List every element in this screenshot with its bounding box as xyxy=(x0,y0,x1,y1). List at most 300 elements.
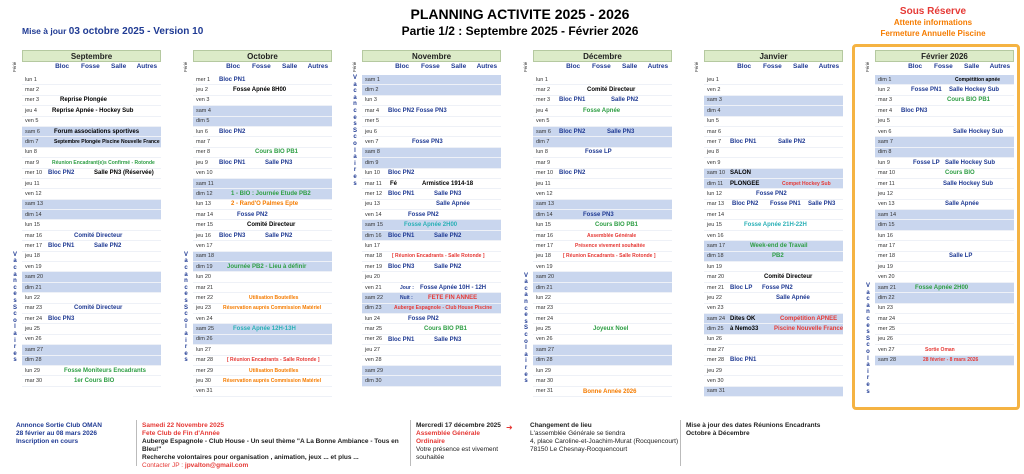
day-label: lun 29 xyxy=(25,367,40,374)
day-row[interactable] xyxy=(704,231,843,241)
column-header: Salle xyxy=(451,63,467,70)
event-label: Jour : xyxy=(400,284,414,291)
event-label: Bloc PN2 xyxy=(732,201,759,208)
day-label: jeu 30 xyxy=(196,378,211,385)
day-label: mer 15 xyxy=(196,222,214,229)
day-row[interactable] xyxy=(193,117,332,127)
day-row[interactable] xyxy=(533,283,672,293)
day-row[interactable] xyxy=(704,96,843,106)
day-label: sam 4 xyxy=(196,107,211,114)
day-row[interactable] xyxy=(533,335,672,345)
event-label: Journée PB2 - Lieu à définir xyxy=(227,263,307,270)
day-row[interactable] xyxy=(193,106,332,116)
day-row[interactable] xyxy=(704,75,843,85)
day-row[interactable] xyxy=(533,127,672,137)
event-label: Bloc PN2 xyxy=(559,170,586,177)
day-label: jeu 26 xyxy=(878,336,893,343)
day-row[interactable] xyxy=(533,75,672,85)
day-label: lun 8 xyxy=(25,149,37,156)
day-row[interactable] xyxy=(193,241,332,251)
event-label: Fosse Apnée 2H00 xyxy=(915,284,969,291)
ferie-label: Férié xyxy=(523,61,528,72)
event-label: Comité Directeur xyxy=(74,305,123,312)
day-label: mar 27 xyxy=(707,346,725,353)
day-label: lun 27 xyxy=(196,346,211,353)
day-row[interactable] xyxy=(704,210,843,220)
day-label: jeu 11 xyxy=(536,180,551,187)
day-row[interactable] xyxy=(22,262,161,272)
day-row[interactable] xyxy=(362,189,501,199)
month-title: Novembre xyxy=(362,50,501,62)
column-header: Autres xyxy=(818,63,840,70)
day-row[interactable] xyxy=(362,262,501,272)
day-row[interactable] xyxy=(704,106,843,116)
day-row[interactable] xyxy=(193,283,332,293)
event-label: Fosse PN2 xyxy=(408,315,439,322)
day-label: ven 26 xyxy=(536,336,553,343)
day-label: dim 21 xyxy=(25,284,42,291)
day-label: mar 25 xyxy=(365,326,383,333)
day-label: dim 4 xyxy=(707,107,721,114)
day-row[interactable] xyxy=(193,158,332,168)
column-spacer xyxy=(704,63,730,73)
day-row[interactable] xyxy=(533,169,672,179)
day-label: ven 12 xyxy=(25,190,42,197)
day-label: sam 7 xyxy=(878,139,893,146)
day-label: sam 20 xyxy=(536,274,555,281)
day-label: ven 24 xyxy=(196,315,213,322)
day-label: jeu 25 xyxy=(25,326,40,333)
day-label: mar 6 xyxy=(707,128,722,135)
event-label: SALON xyxy=(730,170,751,177)
event-label: Réservation auprès Commission Matériel xyxy=(223,378,322,385)
day-row[interactable] xyxy=(875,241,1014,251)
day-row[interactable] xyxy=(533,96,672,106)
day-row[interactable] xyxy=(875,272,1014,282)
day-label: mer 8 xyxy=(196,149,211,156)
day-row[interactable] xyxy=(533,345,672,355)
day-label: mer 24 xyxy=(25,315,43,322)
day-label: mar 20 xyxy=(707,274,725,281)
day-row[interactable] xyxy=(193,127,332,137)
month-2 xyxy=(362,50,501,387)
column-headers xyxy=(704,63,843,73)
day-row[interactable] xyxy=(193,387,332,397)
day-label: dim 28 xyxy=(536,357,553,364)
column-header: Salle xyxy=(793,63,809,70)
day-row[interactable] xyxy=(875,304,1014,314)
event-label: Sortie Oman xyxy=(925,346,955,353)
reserve-notice: Sous Réserve Attente informations Fermeture Annuelle Piscine xyxy=(880,6,986,38)
day-row[interactable] xyxy=(362,272,501,282)
day-row[interactable] xyxy=(533,179,672,189)
day-row[interactable] xyxy=(533,293,672,303)
day-row[interactable] xyxy=(875,314,1014,324)
event-label: Fosse PN2 xyxy=(237,211,268,218)
day-row[interactable] xyxy=(704,158,843,168)
day-label: mer 28 xyxy=(707,357,725,364)
day-row[interactable] xyxy=(875,324,1014,334)
day-label: dim 15 xyxy=(878,222,895,229)
event-label: Bloc PN1 xyxy=(48,242,75,249)
day-label: mar 30 xyxy=(25,378,43,385)
arrow-right-icon: ➜ xyxy=(506,423,513,432)
day-row[interactable] xyxy=(533,262,672,272)
day-row[interactable] xyxy=(22,148,161,158)
event-label: 1 - BIO : Journée Etude PB2 xyxy=(231,190,311,197)
day-row[interactable] xyxy=(193,137,332,147)
day-label: dim 5 xyxy=(196,118,210,125)
event-label: PB2 xyxy=(772,253,784,260)
divider xyxy=(410,420,411,466)
day-label: dim 8 xyxy=(878,149,892,156)
day-label: sam 8 xyxy=(365,149,380,156)
day-label: sam 1 xyxy=(365,76,380,83)
column-header: Salle xyxy=(622,63,638,70)
day-row[interactable] xyxy=(362,356,501,366)
event-label: Fosse PN3 xyxy=(416,107,447,114)
day-label: mer 10 xyxy=(25,170,43,177)
vacances-scolaires-label: V a c a n c e s S c o l a i r e s xyxy=(181,252,191,387)
day-label: mar 13 xyxy=(707,201,725,208)
day-row[interactable] xyxy=(193,272,332,282)
event-label: Forum associations sportives xyxy=(54,128,140,135)
day-row[interactable] xyxy=(875,262,1014,272)
day-row[interactable] xyxy=(362,231,501,241)
day-row[interactable] xyxy=(875,293,1014,303)
day-row[interactable] xyxy=(704,387,843,397)
column-spacer xyxy=(193,63,219,73)
column-headers xyxy=(193,63,332,73)
event-label: Salle Hockey Sub xyxy=(953,128,1004,135)
day-label: ven 13 xyxy=(878,201,895,208)
day-label: ven 3 xyxy=(196,97,210,104)
day-row[interactable] xyxy=(193,335,332,345)
contact-email-link[interactable]: jpvalton@gmail.com xyxy=(184,462,249,469)
event-label: Salle LP xyxy=(949,253,973,260)
day-label: jeu 29 xyxy=(707,367,722,374)
day-label: ven 5 xyxy=(25,118,39,125)
day-label: mer 24 xyxy=(536,315,554,322)
day-row[interactable] xyxy=(875,210,1014,220)
month-5 xyxy=(875,50,1014,366)
event-label: 28 février - 8 mars 2026 xyxy=(923,357,979,364)
day-label: mar 2 xyxy=(536,87,551,94)
event-label: 2 - Rand'O Palmes Epte xyxy=(231,201,299,208)
day-row[interactable] xyxy=(362,241,501,251)
day-row[interactable] xyxy=(875,231,1014,241)
day-row[interactable] xyxy=(22,241,161,251)
day-row[interactable] xyxy=(362,169,501,179)
column-spacer xyxy=(875,63,901,73)
column-header: Salle xyxy=(282,63,298,70)
event-label: Armistice 1914-18 xyxy=(422,180,474,187)
day-row[interactable] xyxy=(875,117,1014,127)
day-row[interactable] xyxy=(533,376,672,386)
day-label: ven 27 xyxy=(878,346,895,353)
day-row[interactable] xyxy=(875,335,1014,345)
event-label: Salle PN3 xyxy=(434,190,462,197)
event-label: Reprise Apnée - Hockey Sub xyxy=(52,107,134,114)
day-row[interactable] xyxy=(704,127,843,137)
footer-maj: Mise à jour des dates Réunions Encadrants Octobre à Décembre xyxy=(686,422,821,437)
day-label: dim 1 xyxy=(878,76,892,83)
day-row[interactable] xyxy=(362,127,501,137)
day-label: mar 16 xyxy=(536,232,554,239)
day-label: sam 21 xyxy=(878,284,897,291)
day-label: jeu 27 xyxy=(365,346,380,353)
event-label: Assemblée Générale xyxy=(587,232,637,239)
day-label: mar 18 xyxy=(365,253,383,260)
day-row[interactable] xyxy=(704,293,843,303)
day-label: ven 14 xyxy=(365,211,382,218)
event-label: Salle PN3 xyxy=(808,201,836,208)
day-label: ven 19 xyxy=(25,263,42,270)
day-label: dim 7 xyxy=(536,139,550,146)
month-title: Octobre xyxy=(193,50,332,62)
day-row[interactable] xyxy=(704,137,843,147)
day-row[interactable] xyxy=(22,75,161,85)
event-label: Bloc PN1 xyxy=(559,97,586,104)
event-label: [ Réunion Encadrants - Salle Rotonde ] xyxy=(227,357,320,364)
day-label: sam 29 xyxy=(365,367,384,374)
day-row[interactable] xyxy=(22,85,161,95)
event-label: Reprise Plongée xyxy=(60,97,108,104)
day-row[interactable] xyxy=(193,179,332,189)
day-label: mer 29 xyxy=(196,367,214,374)
day-row[interactable] xyxy=(193,231,332,241)
event-label: Bloc PN2 xyxy=(388,107,415,114)
day-label: jeu 9 xyxy=(196,159,208,166)
day-row[interactable] xyxy=(362,376,501,386)
day-label: mer 18 xyxy=(878,253,896,260)
day-label: jeu 6 xyxy=(365,128,377,135)
day-row[interactable] xyxy=(193,252,332,262)
day-label: ven 5 xyxy=(536,118,550,125)
day-row[interactable] xyxy=(362,158,501,168)
day-label: mer 19 xyxy=(365,263,383,270)
day-label: jeu 16 xyxy=(196,232,211,239)
footer-fete: Samedi 22 Novembre 2025 Fete Club de Fin d'Année Auberge Espagnole - Club House - Un seul thème "A La Bonne Ambiance - Tous en Bleu!" Recherche volontaires pour organisation , animation, jeux ... et plus ... Contacter JP : jpvalton@gmail.com xyxy=(142,422,399,469)
day-row[interactable] xyxy=(875,96,1014,106)
day-label: dim 2 xyxy=(365,87,379,94)
event-label: Salle PN3 xyxy=(607,128,635,135)
day-label: dim 11 xyxy=(707,180,724,187)
day-label: ven 17 xyxy=(196,242,213,249)
day-label: sam 14 xyxy=(878,211,897,218)
day-label: dim 26 xyxy=(196,336,213,343)
event-label: Fosse Apnée 21H-22H xyxy=(744,222,807,229)
day-row[interactable] xyxy=(533,272,672,282)
day-row[interactable] xyxy=(22,272,161,282)
column-header: Fosse xyxy=(251,63,271,70)
day-label: mer 11 xyxy=(878,180,895,187)
day-label: mar 4 xyxy=(365,107,380,114)
day-label: mer 22 xyxy=(196,294,214,301)
event-label: Cours BIO PB1 xyxy=(947,97,991,104)
ferie-label: Férié xyxy=(694,61,699,72)
day-row[interactable] xyxy=(362,366,501,376)
day-label: mar 21 xyxy=(196,284,214,291)
day-row[interactable] xyxy=(704,262,843,272)
event-label: Bloc PN3 xyxy=(48,315,75,322)
day-row[interactable] xyxy=(22,345,161,355)
day-row[interactable] xyxy=(704,366,843,376)
day-row[interactable] xyxy=(362,96,501,106)
day-label: mer 3 xyxy=(25,97,40,104)
day-label: jeu 2 xyxy=(196,87,208,94)
day-row[interactable] xyxy=(704,356,843,366)
day-row[interactable] xyxy=(533,356,672,366)
day-row[interactable] xyxy=(533,117,672,127)
day-row[interactable] xyxy=(22,283,161,293)
day-label: dim 23 xyxy=(365,305,382,312)
day-row[interactable] xyxy=(362,200,501,210)
day-label: jeu 11 xyxy=(25,180,40,187)
event-label: FETE FIN ANNEE xyxy=(428,294,478,301)
day-label: jeu 5 xyxy=(878,118,890,125)
day-label: jeu 1 xyxy=(707,76,719,83)
day-label: ven 9 xyxy=(707,159,721,166)
day-label: mar 17 xyxy=(878,242,896,249)
day-label: jeu 18 xyxy=(536,253,551,260)
day-label: dim 22 xyxy=(878,294,895,301)
event-label: Salle PN2 xyxy=(778,138,806,145)
day-row[interactable] xyxy=(193,96,332,106)
event-label: Bloc PN1 xyxy=(730,357,757,364)
day-row[interactable] xyxy=(533,189,672,199)
day-label: sam 17 xyxy=(707,242,726,249)
day-row[interactable] xyxy=(875,252,1014,262)
event-label: Cours BIO PB1 xyxy=(424,326,468,333)
event-label: Fosse LP xyxy=(913,159,940,166)
day-row[interactable] xyxy=(193,314,332,324)
day-row[interactable] xyxy=(704,148,843,158)
event-label: Septembre Plongée Piscine Nouvelle France xyxy=(54,138,160,145)
event-label: Auberge Espagnole - Club House Piscine xyxy=(394,305,493,312)
day-row[interactable] xyxy=(22,252,161,262)
page-subtitle: Partie 1/2 : Septembre 2025 - Février 2026 xyxy=(401,24,639,38)
day-row[interactable] xyxy=(362,85,501,95)
day-row[interactable] xyxy=(533,304,672,314)
day-row[interactable] xyxy=(704,117,843,127)
day-row[interactable] xyxy=(533,137,672,147)
day-row[interactable] xyxy=(704,169,843,179)
day-label: mer 21 xyxy=(707,284,725,291)
day-row[interactable] xyxy=(22,293,161,303)
day-label: lun 12 xyxy=(707,190,722,197)
day-label: mer 25 xyxy=(878,326,896,333)
event-label: Fosse Apnée 10H - 12H xyxy=(420,284,487,291)
day-row[interactable] xyxy=(704,304,843,314)
column-headers xyxy=(22,63,161,73)
day-row[interactable] xyxy=(22,356,161,366)
day-row[interactable] xyxy=(875,189,1014,199)
page-title: PLANNING ACTIVITE 2025 - 2026 xyxy=(410,6,630,22)
day-row[interactable] xyxy=(193,345,332,355)
event-label: Utilisation Bouteilles xyxy=(249,294,299,301)
day-label: dim 14 xyxy=(536,211,553,218)
day-row[interactable] xyxy=(193,169,332,179)
day-row[interactable] xyxy=(22,117,161,127)
event-label: Bloc PN1 xyxy=(388,232,415,239)
day-row[interactable] xyxy=(533,366,672,376)
day-label: dim 21 xyxy=(536,284,553,291)
day-label: mer 26 xyxy=(365,336,383,343)
event-label: Compétition APNEE xyxy=(780,315,838,322)
event-label: Bloc PN3 xyxy=(388,263,415,270)
day-label: sam 3 xyxy=(707,97,722,104)
day-row[interactable] xyxy=(22,200,161,210)
day-row[interactable] xyxy=(22,179,161,189)
day-row[interactable] xyxy=(875,220,1014,230)
ferie-label: Férié xyxy=(183,61,188,72)
day-row[interactable] xyxy=(22,189,161,199)
day-label: dim 14 xyxy=(25,211,42,218)
event-label: Nuit : xyxy=(400,294,413,301)
day-row[interactable] xyxy=(533,158,672,168)
day-label: dim 30 xyxy=(365,378,382,385)
day-row[interactable] xyxy=(704,376,843,386)
column-header: Salle xyxy=(964,63,980,70)
day-row[interactable] xyxy=(362,75,501,85)
day-row[interactable] xyxy=(875,106,1014,116)
day-row[interactable] xyxy=(362,335,501,345)
day-row[interactable] xyxy=(22,335,161,345)
day-label: mer 17 xyxy=(25,242,43,249)
day-row[interactable] xyxy=(22,324,161,334)
day-label: mer 14 xyxy=(707,211,725,218)
event-label: Fosse PN2 xyxy=(762,284,793,291)
day-row[interactable] xyxy=(362,117,501,127)
event-label: [ Réunion Encadrants - Salle Rotonde ] xyxy=(392,253,485,260)
column-spacer xyxy=(533,63,559,73)
day-label: lun 24 xyxy=(365,315,380,322)
day-row[interactable] xyxy=(22,220,161,230)
event-label: Compétition apnée xyxy=(955,76,1001,83)
day-row[interactable] xyxy=(362,148,501,158)
day-label: lun 1 xyxy=(25,76,37,83)
day-label: mar 9 xyxy=(25,159,40,166)
column-headers xyxy=(875,63,1014,73)
event-label: Réunion Encadrant(e)s Confirmé - Rotonde xyxy=(52,159,155,166)
column-header: Fosse xyxy=(80,63,100,70)
day-row[interactable] xyxy=(704,345,843,355)
day-row[interactable] xyxy=(704,85,843,95)
day-row[interactable] xyxy=(22,210,161,220)
day-row[interactable] xyxy=(193,75,332,85)
column-header: Autres xyxy=(136,63,158,70)
event-label: Cours BIO PB1 xyxy=(255,149,299,156)
day-label: mar 23 xyxy=(536,305,554,312)
day-label: ven 23 xyxy=(707,305,724,312)
day-row[interactable] xyxy=(704,335,843,345)
day-label: jeu 4 xyxy=(25,107,37,114)
day-row[interactable] xyxy=(533,200,672,210)
vacances-scolaires-label: V a c a n c e s S c o l a i r e s xyxy=(863,283,873,366)
day-row[interactable] xyxy=(22,314,161,324)
day-row[interactable] xyxy=(875,137,1014,147)
ferie-label: Férié xyxy=(352,61,357,72)
day-label: lun 2 xyxy=(878,87,890,94)
day-row[interactable] xyxy=(533,314,672,324)
day-label: dim 7 xyxy=(25,139,39,146)
day-row[interactable] xyxy=(362,345,501,355)
day-label: mar 10 xyxy=(878,170,896,177)
day-row[interactable] xyxy=(875,148,1014,158)
day-label: sam 13 xyxy=(25,201,44,208)
day-label: mar 7 xyxy=(196,139,211,146)
